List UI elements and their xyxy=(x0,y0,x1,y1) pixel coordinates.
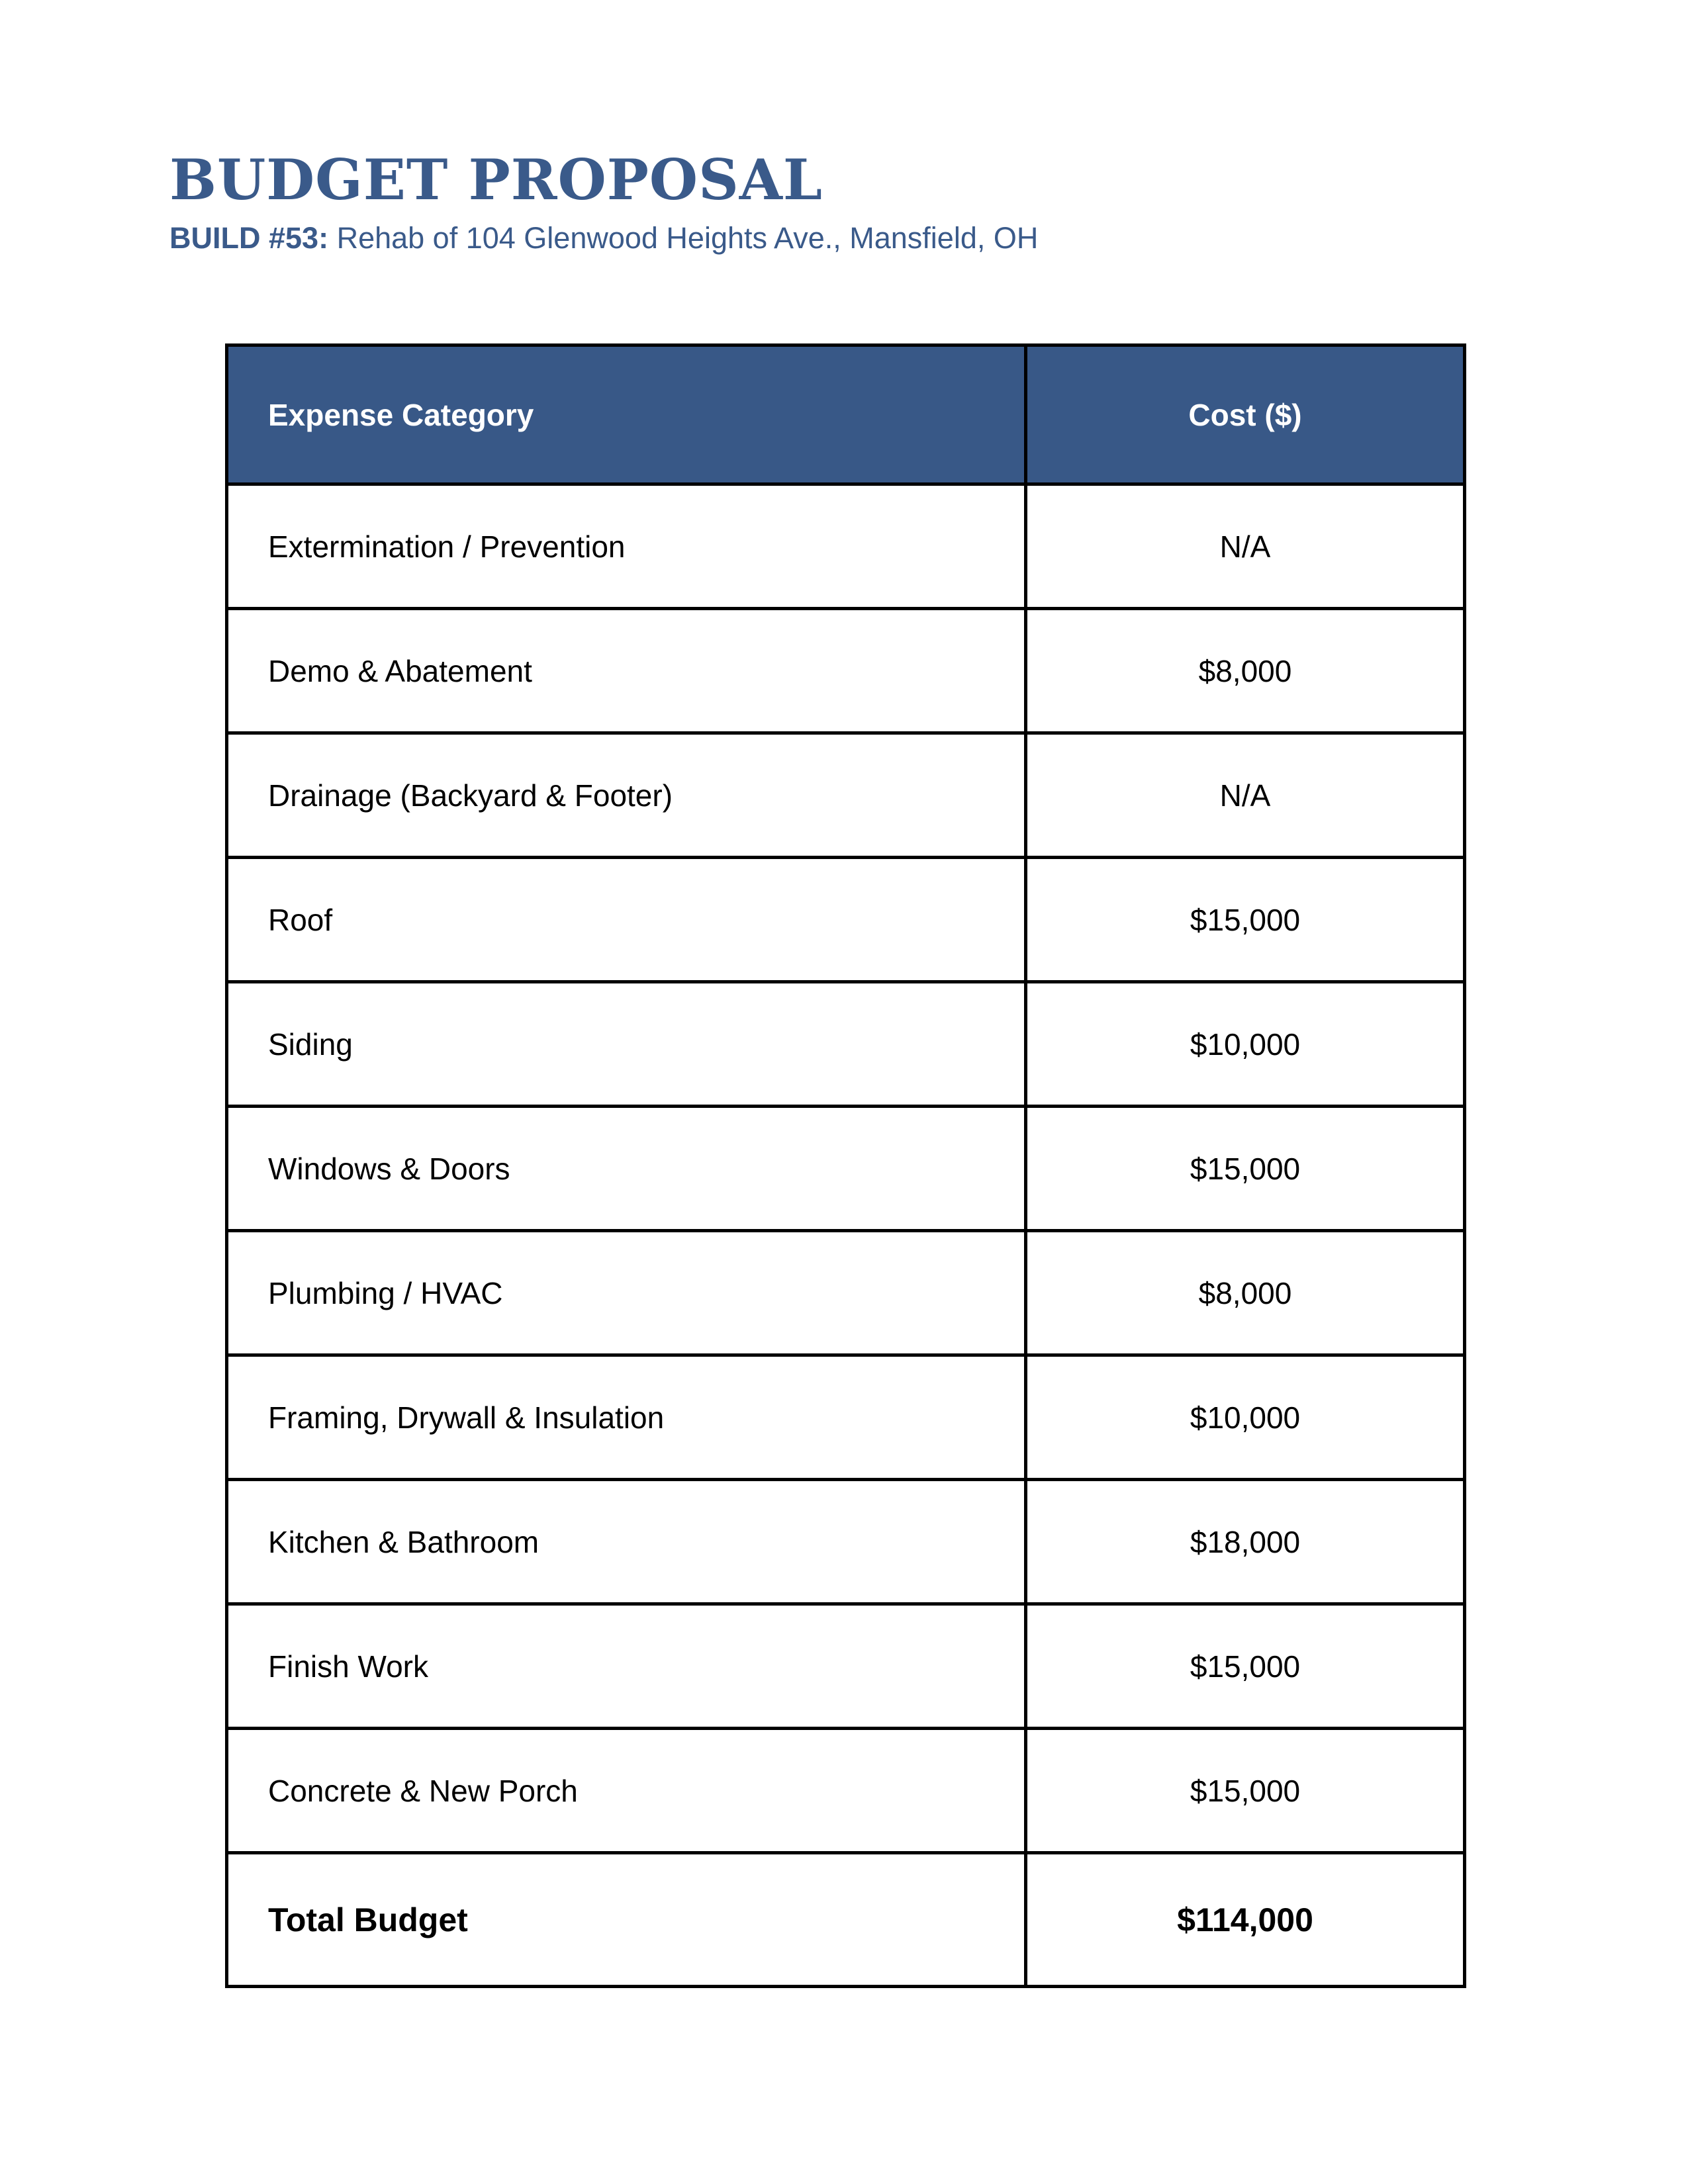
table-row xyxy=(227,484,1465,609)
column-header-expense-category: Expense Category xyxy=(227,345,1026,484)
cost-cell: $15,000 xyxy=(1026,1729,1465,1853)
page-subtitle xyxy=(169,218,1038,258)
total-budget-value: $114,000 xyxy=(1026,1853,1465,1987)
table-row xyxy=(227,1604,1465,1729)
expense-category-cell: Drainage (Backyard & Footer) xyxy=(227,733,1026,858)
table-row xyxy=(227,1729,1465,1853)
table-row xyxy=(227,1107,1465,1231)
table-row xyxy=(227,1231,1465,1355)
expense-category-cell: Framing, Drywall & Insulation xyxy=(227,1355,1026,1480)
cost-cell: $15,000 xyxy=(1026,1107,1465,1231)
page-title: BUDGET PROPOSAL xyxy=(169,147,823,212)
total-row xyxy=(227,1853,1465,1987)
table-row xyxy=(227,609,1465,733)
expense-category-cell: Extermination / Prevention xyxy=(227,484,1026,609)
expense-category-cell: Concrete & New Porch xyxy=(227,1729,1026,1853)
column-header-cost: Cost ($) xyxy=(1026,345,1465,484)
build-number-label: BUILD #53: xyxy=(169,221,329,255)
build-description: Rehab of 104 Glenwood Heights Ave., Mansfield, OH xyxy=(336,221,1039,255)
cost-cell: N/A xyxy=(1026,733,1465,858)
table-row xyxy=(227,733,1465,858)
expense-category-cell: Plumbing / HVAC xyxy=(227,1231,1026,1355)
cost-cell: $10,000 xyxy=(1026,1355,1465,1480)
budget-table xyxy=(225,343,1466,1988)
table-header-row xyxy=(227,345,1465,484)
expense-category-cell: Windows & Doors xyxy=(227,1107,1026,1231)
total-budget-label: Total Budget xyxy=(227,1853,1026,1987)
cost-cell: N/A xyxy=(1026,484,1465,609)
cost-cell: $18,000 xyxy=(1026,1480,1465,1604)
table-row xyxy=(227,982,1465,1107)
expense-category-cell: Roof xyxy=(227,858,1026,982)
cost-cell: $10,000 xyxy=(1026,982,1465,1107)
cost-cell: $15,000 xyxy=(1026,1604,1465,1729)
expense-category-cell: Demo & Abatement xyxy=(227,609,1026,733)
expense-category-cell: Kitchen & Bathroom xyxy=(227,1480,1026,1604)
expense-category-cell: Siding xyxy=(227,982,1026,1107)
document-header xyxy=(169,147,1038,258)
cost-cell: $15,000 xyxy=(1026,858,1465,982)
table-row xyxy=(227,858,1465,982)
cost-cell: $8,000 xyxy=(1026,1231,1465,1355)
table-row xyxy=(227,1480,1465,1604)
cost-cell: $8,000 xyxy=(1026,609,1465,733)
expense-category-cell: Finish Work xyxy=(227,1604,1026,1729)
table-row xyxy=(227,1355,1465,1480)
